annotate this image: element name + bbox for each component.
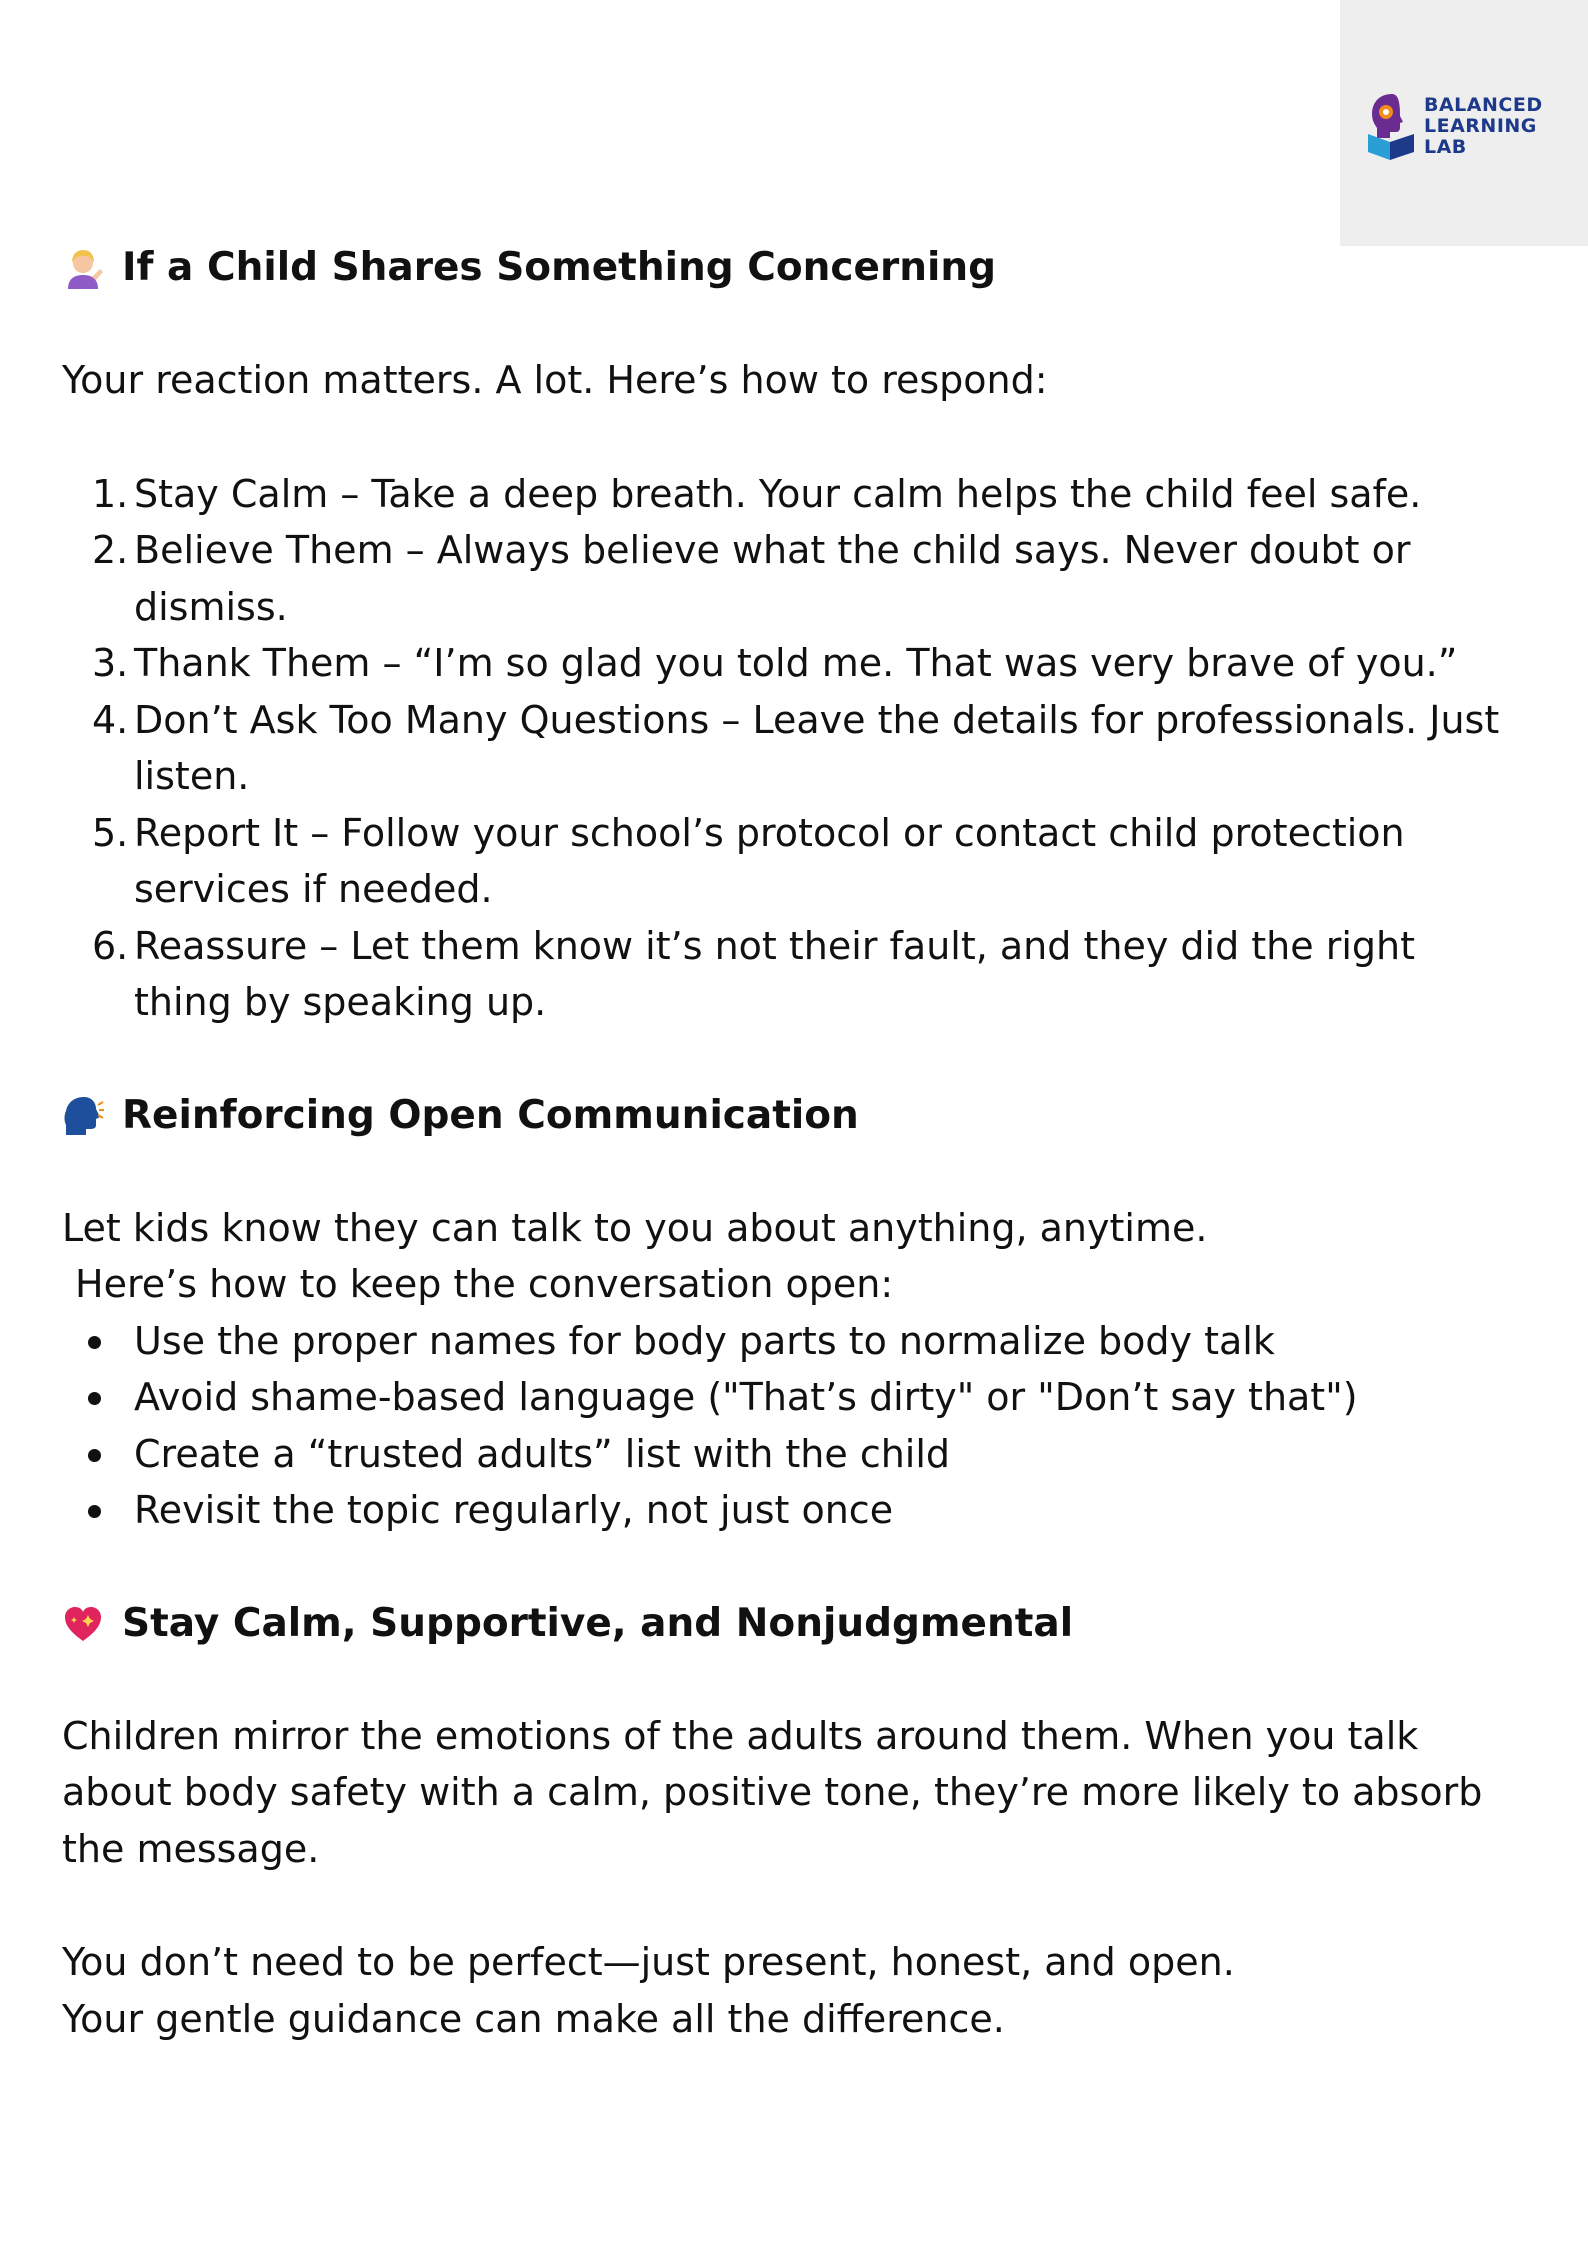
list-item	[62, 1369, 1522, 1426]
head-book-logo-icon	[1366, 90, 1418, 162]
list-item-text: Reassure – Let them know it’s not their fault, and they did the right thing by speaking up.	[134, 923, 1415, 1024]
document-body	[62, 240, 1522, 2047]
list-item-text: Report It – Follow your school’s protocol or contact child protection services if needed.	[134, 810, 1405, 911]
communication-tips-list	[62, 1313, 1522, 1539]
list-item	[62, 635, 1522, 692]
list-item-text: Use the proper names for body parts to normalize body talk	[134, 1318, 1275, 1363]
logo	[1366, 90, 1543, 162]
bullet-icon	[88, 1392, 101, 1405]
list-number: 2.	[92, 528, 129, 572]
section-title: Stay Calm, Supportive, and Nonjudgmental	[122, 1600, 1074, 1646]
logo-line-3: LAB	[1424, 135, 1467, 158]
list-number: 5.	[92, 810, 129, 855]
section-intro-line-2: Here’s how to keep the conversation open:	[75, 1262, 894, 1306]
list-item	[62, 918, 1522, 1031]
list-item	[62, 1482, 1522, 1539]
list-item	[62, 692, 1522, 805]
list-item	[62, 1313, 1522, 1370]
section-heading-stay-calm	[62, 1596, 1522, 1652]
logo-text	[1424, 95, 1543, 158]
logo-panel	[1340, 0, 1588, 246]
sparkling-heart-icon	[62, 1603, 104, 1645]
section-heading-concerning	[62, 240, 1522, 296]
section-title: Reinforcing Open Communication	[122, 1092, 859, 1138]
bullet-icon	[88, 1449, 101, 1462]
section-intro-line-1: Let kids know they can talk to you about anything, anytime.	[62, 1205, 1208, 1250]
list-item-text: Create a “trusted adults” list with the child	[134, 1431, 951, 1476]
list-item-text: Avoid shame-based language ("That’s dirty" or "Don’t say that")	[134, 1375, 1358, 1419]
list-number: 3.	[92, 641, 129, 685]
list-item-text: Stay Calm – Take a deep breath. Your calm helps the child feel safe.	[134, 471, 1422, 516]
response-steps-list	[62, 466, 1522, 1031]
list-number: 6.	[92, 923, 129, 968]
list-item	[62, 522, 1522, 635]
list-item-text: Don’t Ask Too Many Questions – Leave the details for professionals. Just listen.	[134, 697, 1500, 798]
list-item	[62, 1426, 1522, 1483]
list-item	[62, 805, 1522, 918]
logo-line-2: LEARNING	[1424, 114, 1537, 137]
section-paragraph-2-line-1: You don’t need to be perfect—just present, honest, and open.	[62, 1940, 1235, 1984]
section-intro: Your reaction matters. A lot. Here’s how to respond:	[62, 358, 1048, 402]
person-tipping-hand-icon	[62, 247, 104, 289]
speaking-head-icon	[62, 1095, 104, 1137]
list-item-text: Thank Them – “I’m so glad you told me. That was very brave of you.”	[134, 641, 1458, 685]
section-paragraph-1: Children mirror the emotions of the adults around them. When you talk about body safety with a calm, positive tone, they’re more likely to absorb the message.	[62, 1713, 1483, 1871]
section-heading-communication	[62, 1088, 1522, 1144]
section-title: If a Child Shares Something Concerning	[122, 245, 997, 290]
bullet-icon	[88, 1505, 101, 1518]
list-number: 1.	[92, 471, 129, 516]
list-item-text: Revisit the topic regularly, not just once	[134, 1488, 894, 1532]
list-item	[62, 466, 1522, 523]
bullet-icon	[88, 1336, 101, 1349]
logo-line-1: BALANCED	[1424, 93, 1543, 116]
list-number: 4.	[92, 697, 129, 742]
section-paragraph-2-line-2: Your gentle guidance can make all the difference.	[62, 1996, 1005, 2041]
list-item-text: Believe Them – Always believe what the child says. Never doubt or dismiss.	[134, 528, 1411, 629]
